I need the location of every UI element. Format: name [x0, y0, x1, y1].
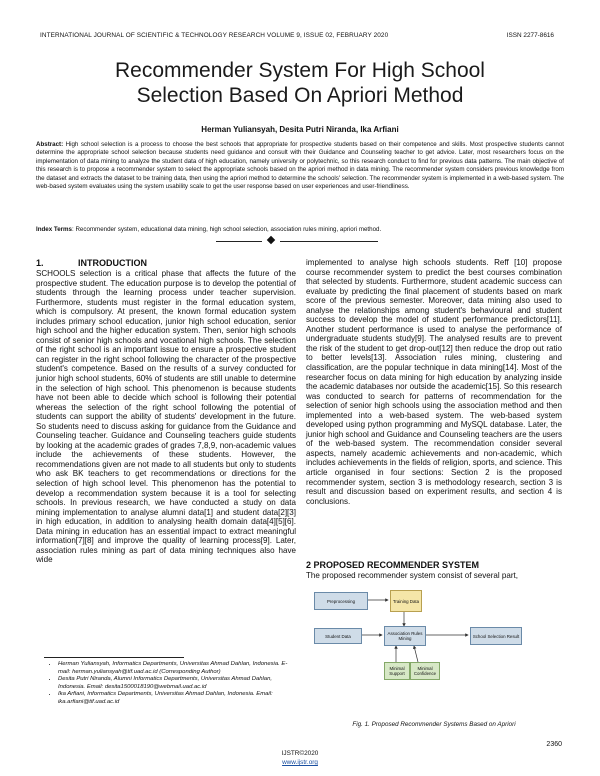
footer-copyright: IJSTR©2020	[281, 750, 319, 757]
section-1-heading	[36, 258, 147, 268]
paper-title	[0, 58, 600, 108]
section-1-number: 1.	[36, 258, 44, 268]
index-terms-label: Index Terms	[36, 226, 72, 233]
intro-left-text: SCHOOLS selection is a critical phase that affects the future of the prospective student. The education purpose is to develop the potential of students through the learning process under teacher supervision. Furthermore, students must register in the formal education system, which is compulsory. At present, the known formal education system includes primary school education, junior high school education, senior high school and the higher education system. Then, senior high schools consist of senior high schools and vocational high schools. The selection of the right school is an important issue to ensure a prospective student can register in the right school following the character of the prospective student's competence. Based on the results of a survey conducted for junior high school students, 60% of students are still unable to determine in the selection of high school. This phenomenon is because students have not been able to decide which school is following their potential whereas the selection of the right school following the potential of students can support the ability of students' development in the future. So students need to discuss asking for guidance from the Guidance and Counseling teacher. Guidance and Counseling teachers guide students by looking at the academic grades of grades 7,8,9, non-academic values include the achievements of these students. However, the recommendations given are not made to all students but only to students who ask BK teachers to get recommendations or directions for the selection of high school level. This phenomenon has the potential to develop a recommendation system because it is a tool for selecting schools. In previous research, we have conducted a study on data mining implementation to analyse alumni data[1] and student data[2][3] in high education, in addition to analysing health domain data[4][5][6]. Data mining in education has an essential impact to extract meaningful information[7][8] and improve the quality of learning process[9]. Later, association rules mining as part of data mining techniques also have wide	[36, 269, 296, 565]
footnote-author-2: • Desita Putri Niranda, Alumni Informatics Departments, Universitas Ahmad Dahlan, Indonesia. Email: desita1500018190@webmail.uad.ac.id	[58, 676, 288, 691]
training-data-box: Training Data	[390, 590, 422, 612]
minimal-support-box: Minimal Support	[384, 662, 410, 680]
association-rules-box: Association Rules Mining	[384, 626, 426, 646]
section-1-title: INTRODUCTION	[78, 258, 147, 268]
diamond-icon	[267, 236, 275, 244]
footnote-rule	[44, 657, 184, 658]
section-2-text: The proposed recommender system consist of several part,	[306, 571, 518, 580]
footnote-author-1: • Herman Yuliansyah, Informatics Departments, Universitas Ahmad Dahlan, Indonesia. E-mail: herman.yuliansyah@tif.uad.ac.id (Corresponding Author)	[58, 661, 288, 676]
footer-url-link[interactable]: www.ijstr.org	[282, 759, 318, 766]
intro-right-column	[306, 258, 562, 506]
index-terms	[36, 226, 564, 234]
figure-1-diagram	[310, 582, 562, 712]
student-data-box: Student Data	[314, 628, 362, 644]
arrow-confidence-to-association	[414, 646, 418, 662]
index-terms-text: : Recommender system, educational data mining, high school selection, association rules mining, apriori method.	[72, 226, 382, 233]
section-2-heading: 2 PROPOSED RECOMMENDER SYSTEM	[306, 560, 480, 570]
intro-right-text: implemented to analyse high schools students. Reff [10] propose course recommender system to predict the best courses combination that selected by students. Furthermore, student academic success can evaluate by predicting the final placement of students based on mark score of the previous semester. Moreover, data mining also used to analyse the relationships among student's behavioural and student success to develop the model of student performance predictors[11]. Another student performance is used to analyse the performance of undergraduate students study[9]. The analysed results are to prevent the risk of the student to get drop-out[12] then reduce the drop out ratio to better levels[13]. Association rules mining, clustering and classification, are the popular technique in data mining[14]. Most of the researcher focus on data mining for high education by analyzing inside the academic databases nor outside the academic[15]. So this research was conducted to search for patterns of recommendation for the selection of senior high schools using the association method and then implemented into a web-based system. The web-based system developed using python programming and MySQL database. Later, the junior high school and Guidance and Counseling teachers are the users of the web-based system. The recommendation consider several aspects, namely academic achievements and non-academic, which includes achievements in the fields of religion, sports, and science. This article organised in four sections: Section 2 is the proposed recommender system, section 3 is methodology research, section 3 is result and discussion based on experiment results, and section 4 is conclusions.	[306, 258, 562, 506]
authors: Herman Yuliansyah, Desita Putri Niranda, Ika Arfiani	[201, 125, 399, 134]
intro-left-column	[36, 269, 296, 565]
school-selection-result-box: School Selection Result	[470, 627, 522, 645]
abstract-label: Abstract:	[36, 141, 64, 148]
abstract-text: High school selection is a process to choose the best schools that appropriate for prospective students based on their competence and skills. Most prospective students cannot determine the appropriate school selection because students need guidance and consult with their Guidance and Counseling teacher to get advice. Later, most researchers focus on the implementation of data mining to analyze the student data of high education, namely university or polytechnic, so this research conduct to find for previous data patterns. The main objective of this research is to propose a recommender system to select the appropriate schools based on the apriori method in data mining. The recommender system considers previous knowledge from the dataset and extracts the dataset to be training data, then using the apriori method to determine the schools' selection. The recommender system is implemented in a web-based system. The web-based system evaluates using the system usability scale to get the user response based on user experiences and user-friendliness.	[36, 141, 564, 191]
section-separator	[0, 236, 600, 246]
issn-label: ISSN 2277-8616	[506, 32, 554, 39]
abstract	[36, 141, 564, 192]
footnote-author-3: • Ika Arfiani, Informatics Departments, Universitas Ahmad Dahlan, Indonesia. Email: ika.arfiani@tif.uad.ac.id	[58, 691, 288, 706]
figure-1-caption: Fig. 1. Proposed Recommender Systems Based on Apriori	[352, 721, 516, 728]
title-line-2: Selection Based On Apriori Method	[136, 84, 464, 107]
minimal-confidence-box: Minimal Confidence	[410, 662, 440, 680]
footnotes	[48, 661, 288, 707]
title-line-1: Recommender System For High School	[115, 59, 485, 82]
preprocessing-box: Preprocessing	[314, 592, 368, 610]
page-number: 2360	[546, 741, 562, 748]
journal-header: INTERNATIONAL JOURNAL OF SCIENTIFIC & TECHNOLOGY RESEARCH VOLUME 9, ISSUE 02, FEBRUARY 2020	[40, 32, 389, 39]
